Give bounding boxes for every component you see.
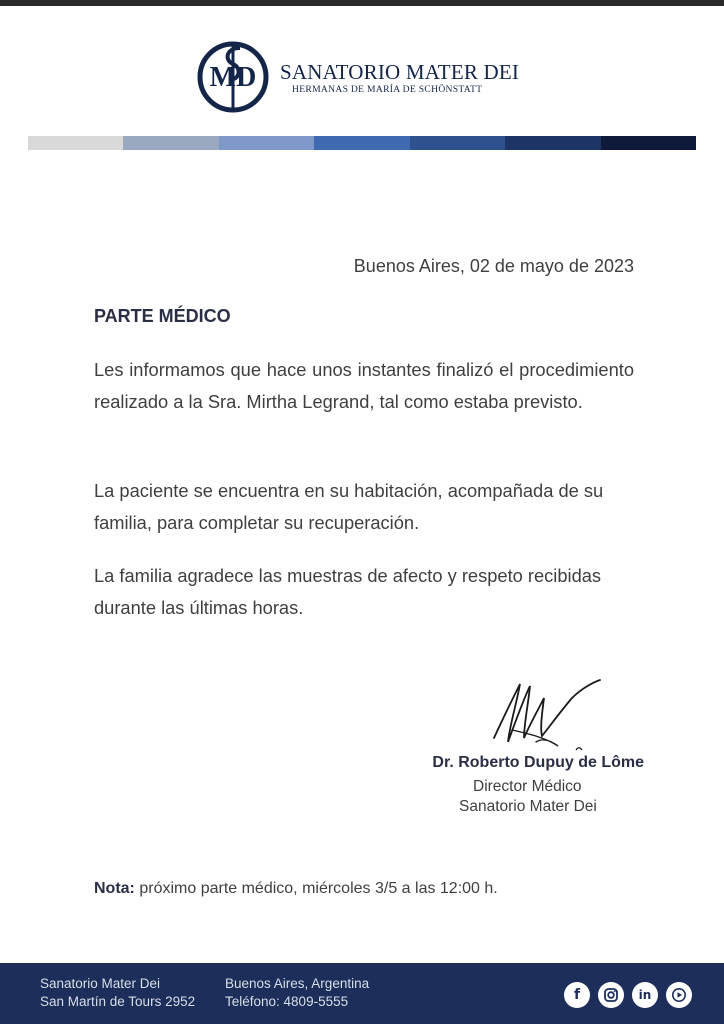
note-line <box>94 880 654 898</box>
youtube-icon[interactable] <box>666 982 692 1008</box>
stripe-segment-5 <box>410 136 505 150</box>
signer-name: Dr. Roberto Dupuy de Lôme <box>432 754 644 771</box>
stripe-segment-1 <box>28 136 123 150</box>
stripe-segment-3 <box>219 136 314 150</box>
social-links <box>564 982 692 1008</box>
footer-phone: Teléfono: 4809-5555 <box>225 994 349 1009</box>
instagram-icon[interactable] <box>598 982 624 1008</box>
brand-subtitle: HERMANAS DE MARÍA DE SCHÖNSTATT <box>292 84 483 95</box>
stripe-segment-2 <box>123 136 218 150</box>
paragraph-3: La familia agradece las muestras de afecto y respeto recibidas durante las últimas horas. <box>94 565 602 618</box>
signer-role: Director Médico <box>473 778 582 795</box>
top-edge-bar <box>0 0 724 6</box>
letter-date: Buenos Aires, 02 de mayo de 2023 <box>353 256 634 276</box>
brand-name: SANATORIO MATER DEI <box>280 60 520 84</box>
svg-text:MD: MD <box>209 62 257 93</box>
color-stripe <box>28 136 696 150</box>
facebook-icon[interactable]: f <box>564 982 590 1008</box>
footer-address: San Martín de Tours 2952 <box>40 994 196 1009</box>
footer-org: Sanatorio Mater Dei <box>40 976 161 991</box>
paragraph-2: La paciente se encuentra en su habitación, acompañada de su familia, para completar su recuperación. <box>94 480 604 533</box>
paragraph-1: Les informamos que hace unos instantes finalizó el procedimiento realizado a la Sra. Mirtha Legrand, tal como estaba previsto. <box>94 359 634 412</box>
footer-bar <box>0 963 724 1024</box>
footer-contact-block <box>225 975 369 1011</box>
stripe-segment-6 <box>505 136 600 150</box>
letter-heading: PARTE MÉDICO <box>94 306 231 326</box>
signer-organization: Sanatorio Mater Dei <box>459 798 597 815</box>
handwritten-signature <box>490 676 610 756</box>
note-text: próximo parte médico, miércoles 3/5 a las 12:00 h. <box>134 880 498 897</box>
stripe-segment-7 <box>601 136 696 150</box>
footer-city: Buenos Aires, Argentina <box>225 976 370 991</box>
linkedin-icon[interactable]: in <box>632 982 658 1008</box>
msd-monogram-icon <box>196 40 270 114</box>
footer-address-block <box>40 975 195 1011</box>
note-label: Nota: <box>94 880 135 897</box>
stripe-segment-4 <box>314 136 409 150</box>
